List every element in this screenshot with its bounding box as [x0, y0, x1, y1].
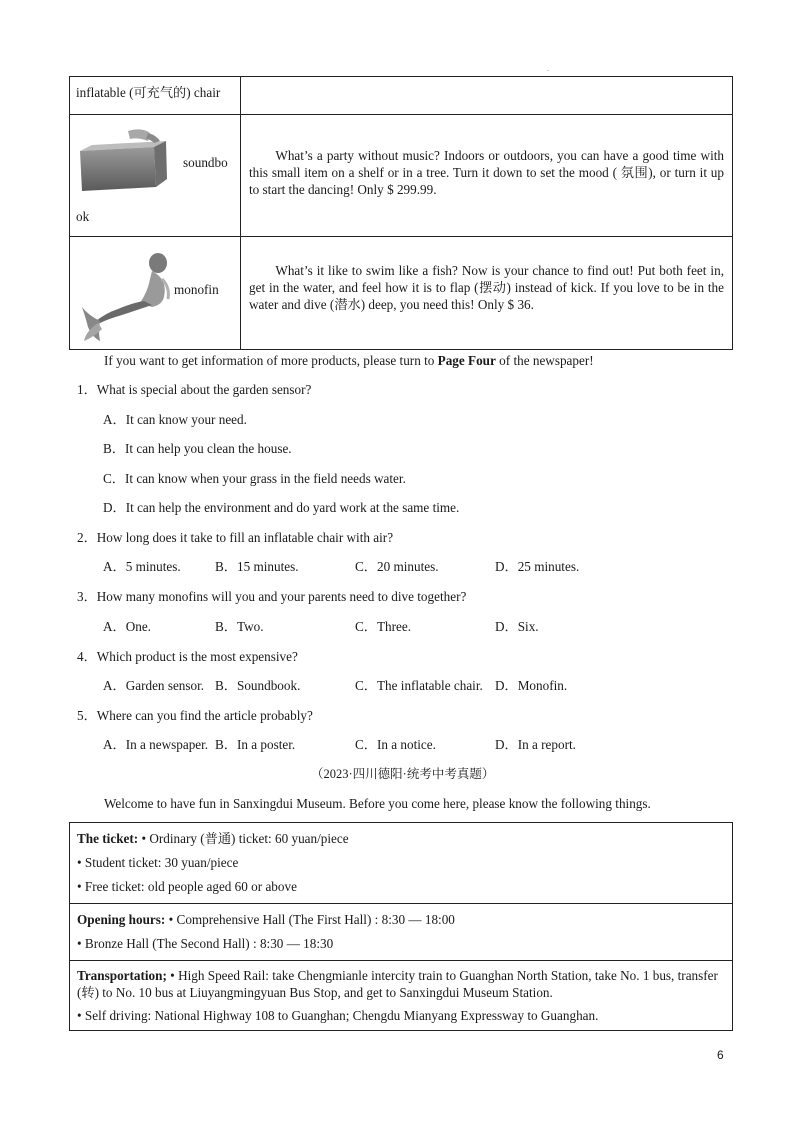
- product-row-soundbook: [70, 115, 733, 237]
- transport-title: Transportation;: [77, 968, 167, 983]
- q5-option-c[interactable]: C．In a notice.: [355, 737, 436, 752]
- monofin-label: monofin: [174, 282, 219, 297]
- q2-option-b[interactable]: B．15 minutes.: [215, 559, 299, 574]
- transport-row: [70, 961, 733, 1031]
- museum-intro: Welcome to have fun in Sanxingdui Museum. Before you come here, please know the following things.: [104, 796, 651, 811]
- q2-option-d[interactable]: D．25 minutes.: [495, 559, 580, 574]
- question-2: 2．How long does it take to fill an inflatable chair with air?: [77, 530, 394, 545]
- museum-info-table: [69, 822, 733, 1031]
- hours-line-2: • Bronze Hall (The Second Hall) : 8:30 — 18:30: [77, 936, 334, 951]
- product-desc-cell: [241, 237, 733, 350]
- page-four-bold: Page Four: [437, 353, 496, 368]
- product-desc-cell: [241, 77, 733, 115]
- soundbook-label-2: ok: [76, 209, 90, 224]
- soundbook-label-1: soundbo: [183, 155, 228, 170]
- q1-option-c[interactable]: C．It can know when your grass in the field needs water.: [103, 471, 406, 486]
- q2-option-c[interactable]: C．20 minutes.: [355, 559, 439, 574]
- product-cell: [70, 115, 241, 237]
- question-3: 3．How many monofins will you and your parents need to dive together?: [77, 589, 467, 604]
- q3-option-c[interactable]: C．Three.: [355, 619, 412, 634]
- q4-option-b[interactable]: B．Soundbook.: [215, 678, 301, 693]
- product-cell: [70, 77, 241, 115]
- ticket-line-2: • Student ticket: 30 yuan/piece: [77, 855, 239, 870]
- q5-option-b[interactable]: B．In a poster.: [215, 737, 296, 752]
- question-5: 5．Where can you find the article probably?: [77, 708, 313, 723]
- question-1: 1．What is special about the garden sensor?: [77, 382, 312, 397]
- hours-title: Opening hours:: [77, 912, 166, 927]
- ticket-line-1: • Ordinary (普通) ticket: 60 yuan/piece: [141, 831, 349, 846]
- q1-option-d[interactable]: D．It can help the environment and do yard work at the same time.: [103, 500, 460, 515]
- more-products-note: If you want to get information of more products, please turn to Page Four of the newspaper!: [104, 353, 594, 368]
- q5-option-a[interactable]: A．In a newspaper.: [103, 737, 209, 752]
- hours-row: [70, 904, 733, 961]
- product-cell: [70, 237, 241, 350]
- hours-cell: [70, 904, 733, 961]
- product-row-monofin: [70, 237, 733, 350]
- question-4: 4．Which product is the most expensive?: [77, 649, 298, 664]
- transport-cell: [70, 961, 733, 1031]
- product-row-chair: [70, 77, 733, 115]
- q3-option-d[interactable]: D．Six.: [495, 619, 539, 634]
- q3-option-b[interactable]: B．Two.: [215, 619, 264, 634]
- transport-line-1: • High Speed Rail: take Chengmianle intercity train to Guanghan North Station, take No. 1 bus, transfer (转) to No. 10 bus at Liuyangmingyuan Bus Stop, and get to Sanxingdui Museum Station.: [77, 968, 718, 1000]
- product-table: [69, 76, 733, 350]
- soundbook-image: [76, 127, 176, 195]
- monofin-image: [78, 245, 178, 345]
- soundbook-description: What’s a party without music? Indoors or outdoors, you can have a good time with this small item on a shelf or in a tree. Turn it down to set the mood ( 氛围), or turn it up to start the dancing! Only $ 299.99.: [249, 148, 724, 197]
- product-label: inflatable (可充气的) chair: [76, 85, 221, 100]
- ticket-line-3: • Free ticket: old people aged 60 or above: [77, 879, 297, 894]
- q4-option-a[interactable]: A．Garden sensor.: [103, 678, 205, 693]
- source-note: （2023·四川德阳·统考中考真题）: [311, 767, 495, 781]
- product-desc-cell: [241, 115, 733, 237]
- q4-option-d[interactable]: D．Monofin.: [495, 678, 568, 693]
- q4-option-c[interactable]: C．The inflatable chair.: [355, 678, 483, 693]
- q1-option-a[interactable]: A．It can know your need.: [103, 412, 247, 427]
- q1-option-b[interactable]: B．It can help you clean the house.: [103, 441, 292, 456]
- ticket-row: [70, 823, 733, 904]
- q5-option-d[interactable]: D．In a report.: [495, 737, 576, 752]
- ticket-cell: [70, 823, 733, 904]
- monofin-description: What’s it like to swim like a fish? Now is your chance to find out! Put both feet in, get in the water, and feel how it is to flap (摆动) instead of kick. If you love to be in the water and dive (潜水) deep, you need this! Only $ 36.: [249, 263, 724, 312]
- q2-option-a[interactable]: A．5 minutes.: [103, 559, 181, 574]
- ticket-title: The ticket:: [77, 831, 139, 846]
- q3-option-a[interactable]: A．One.: [103, 619, 151, 634]
- transport-line-2: • Self driving: National Highway 108 to Guanghan; Chengdu Mianyang Expressway to Guanghan.: [77, 1008, 599, 1023]
- hours-line-1: • Comprehensive Hall (The First Hall) : 8:30 — 18:00: [168, 912, 455, 927]
- page-number: 6: [717, 1048, 724, 1062]
- page-mark: .: [547, 64, 549, 73]
